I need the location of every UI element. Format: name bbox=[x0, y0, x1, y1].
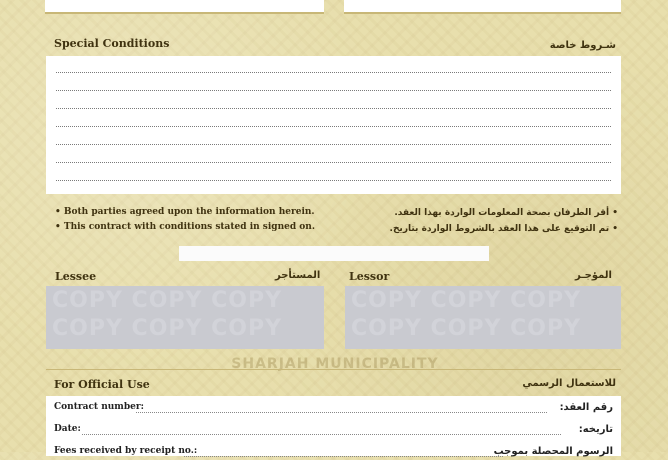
note-ar-2: • تم التوقيع على هذا العقد بالشروط الواردة بتاريخ. bbox=[389, 224, 618, 234]
upper-right-field[interactable] bbox=[344, 0, 621, 14]
date-signed-field[interactable] bbox=[179, 246, 489, 261]
special-conditions-box[interactable] bbox=[46, 56, 621, 194]
fees-label: Fees received by receipt no.: bbox=[54, 446, 198, 456]
date-label: Date: bbox=[54, 424, 81, 434]
date-field[interactable] bbox=[54, 424, 613, 438]
dotted-line bbox=[82, 434, 561, 435]
lessee-signature-box[interactable] bbox=[46, 286, 324, 349]
note-en-1: • Both parties agreed upon the information herein. bbox=[55, 207, 315, 217]
upper-left-field[interactable] bbox=[45, 0, 324, 14]
municipality-emblem-text: SHARJAH MUNICIPALITY bbox=[231, 356, 439, 372]
dotted-line bbox=[56, 126, 611, 127]
dotted-line bbox=[136, 412, 547, 413]
fees-label-ar: الرسوم المحصلة بموجب bbox=[493, 446, 613, 457]
special-conditions-title: Special Conditions bbox=[54, 37, 170, 50]
note-en-2: • This contract with conditions stated in signed on. bbox=[55, 222, 315, 232]
contract-number-label: Contract number: bbox=[54, 402, 144, 412]
dotted-line bbox=[56, 162, 611, 163]
copy-watermark: COPY COPY COPY bbox=[52, 288, 283, 313]
note-ar-1: • أقر الطرفان بصحة المعلومات الواردة بهذا العقد. bbox=[394, 208, 618, 218]
section-divider bbox=[46, 369, 621, 370]
copy-watermark: COPY COPY COPY bbox=[351, 288, 582, 313]
copy-watermark: COPY COPY COPY bbox=[351, 316, 582, 341]
dotted-line bbox=[184, 456, 503, 457]
dotted-line bbox=[56, 180, 611, 181]
contract-number-label-ar: رقم العقد: bbox=[559, 402, 613, 413]
lessor-label: Lessor bbox=[349, 270, 390, 283]
official-use-title-ar: للاستعمال الرسمي bbox=[522, 378, 616, 389]
dotted-line bbox=[56, 108, 611, 109]
dotted-line bbox=[56, 90, 611, 91]
lessor-label-ar: المؤجـر bbox=[574, 270, 612, 281]
lessor-signature-box[interactable] bbox=[345, 286, 621, 349]
dotted-line bbox=[56, 72, 611, 73]
lessee-label-ar: المستأجر bbox=[275, 270, 321, 281]
lessee-label: Lessee bbox=[55, 270, 97, 283]
contract-number-field[interactable] bbox=[54, 402, 613, 416]
official-use-box bbox=[46, 396, 621, 456]
special-conditions-title-ar: شـروط خاصة bbox=[549, 40, 616, 51]
fees-field[interactable] bbox=[54, 446, 613, 460]
date-label-ar: تاريخه: bbox=[578, 424, 613, 435]
copy-watermark: COPY COPY COPY bbox=[52, 316, 283, 341]
official-use-title: For Official Use bbox=[54, 378, 150, 391]
dotted-line bbox=[56, 144, 611, 145]
